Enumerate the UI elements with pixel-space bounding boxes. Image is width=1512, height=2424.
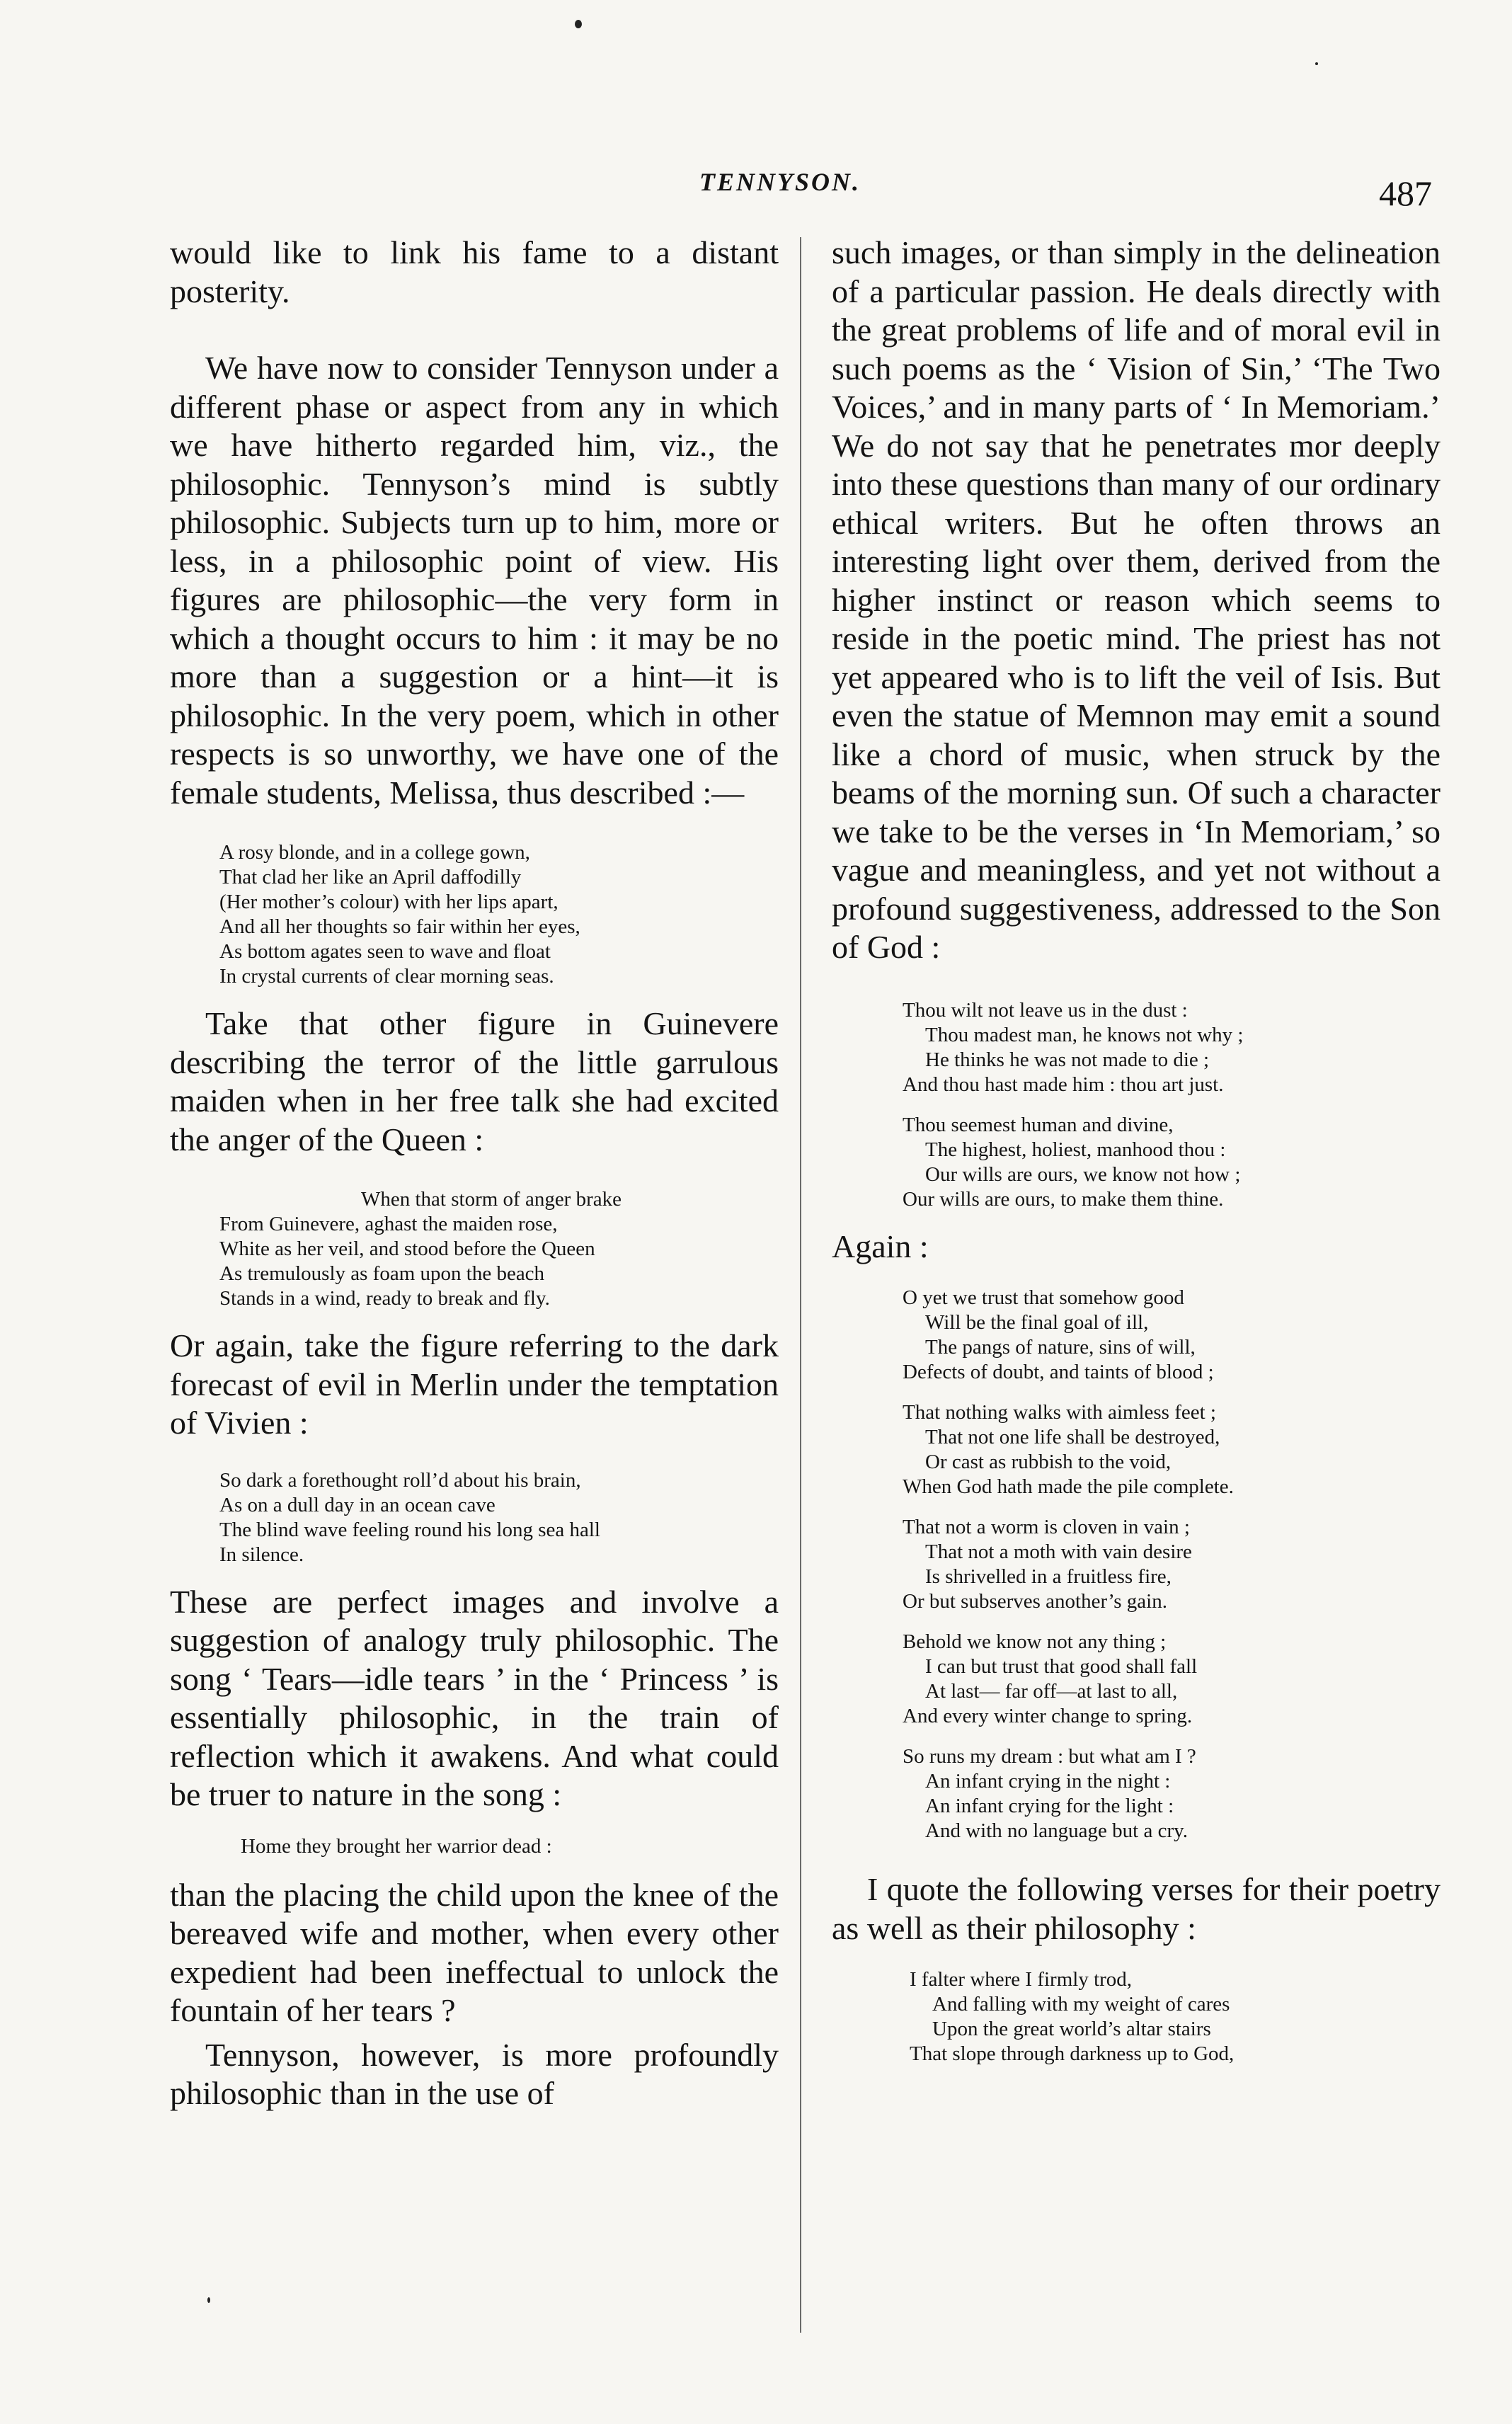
ink-speck	[1315, 62, 1318, 65]
right-column	[832, 234, 1441, 2066]
ink-speck	[575, 20, 582, 28]
verse-block	[903, 1286, 1441, 1843]
verse-block	[219, 840, 779, 989]
verse-line: When God hath made the pile complete.	[903, 1475, 1234, 1498]
verse-line: White as her veil, and stood before the Queen	[219, 1237, 595, 1260]
verse-line: Stands in a wind, ready to break and fly.	[219, 1287, 550, 1310]
verse-line: From Guinevere, aghast the maiden rose,	[219, 1213, 558, 1235]
paragraph: Take that other figure in Guinevere describing the terror of the little garrulous maiden when in her free talk she had excited the anger of the Queen :	[170, 1005, 779, 1157]
verse-line: In crystal currents of clear morning seas.	[219, 965, 554, 988]
verse-line: O yet we trust that somehow good	[903, 1286, 1184, 1309]
verse-line: Our wills are ours, to make them thine.	[903, 1187, 1224, 1211]
verse-line: As tremulously as foam upon the beach	[219, 1262, 545, 1285]
verse-line: The pangs of nature, sins of will,	[925, 1336, 1196, 1359]
stanza	[903, 1286, 1441, 1385]
stanza	[903, 1113, 1441, 1212]
stanza	[903, 1515, 1441, 1614]
verse-line: So runs my dream : but what am I ?	[903, 1745, 1196, 1768]
stanza	[903, 1400, 1441, 1499]
verse-block	[903, 998, 1441, 1212]
verse-line: Our wills are ours, we know not how ;	[925, 1162, 1241, 1186]
paragraph: such images, or than simply in the delineation of a particular passion. He deals directly with the great problems of life and of moral evil in such poems as the ‘ Vision of Sin,’ ‘The Two Voices,’ and in many parts of ‘ In Memoriam.’ We do not say that he penetrates mor deeply into these questions than many of our ordinary ethical writers. But he often throws an interesting light over them, derived from the higher instinct or reason which seems to reside in the poetic mind. The priest has not yet appeared who is to lift the veil of Isis. But even the statue of Memnon may emit a sound like a chord of music, when struck by the beams of the morning sun. Of such a character we take to be the verses in ‘In Memoriam,’ so vague and meaningless, and yet not without a profound suggestiveness, addressed to the Son of God :	[832, 234, 1441, 965]
verse-line: An infant crying for the light :	[925, 1795, 1174, 1817]
verse-line: And thou hast made him : thou art just.	[903, 1073, 1224, 1096]
paragraph: Again :	[832, 1228, 929, 1264]
verse-line: At last— far off—at last to all,	[925, 1680, 1178, 1703]
column-rule	[800, 237, 801, 2333]
verse-line: And all her thoughts so fair within her eyes,	[219, 915, 580, 938]
verse-line: Thou wilt not leave us in the dust :	[903, 998, 1188, 1022]
verse-line: (Her mother’s colour) with her lips apart,	[219, 891, 559, 913]
verse-line: And with no language but a cry.	[925, 1819, 1188, 1842]
verse-line: That not one life shall be destroyed,	[925, 1426, 1220, 1448]
verse-block	[219, 1187, 779, 1311]
verse-line: And falling with my weight of cares	[932, 1993, 1230, 2016]
verse-line: Is shrivelled in a fruitless fire,	[925, 1565, 1172, 1588]
verse-line: And every winter change to spring.	[903, 1705, 1193, 1727]
verse-line: In silence.	[219, 1543, 304, 1566]
verse-line: As on a dull day in an ocean cave	[219, 1493, 496, 1516]
verse-line: He thinks he was not made to die ;	[925, 1048, 1210, 1071]
verse-line: When that storm of anger brake	[361, 1188, 622, 1211]
stanza	[903, 998, 1441, 1097]
paragraph: Or again, take the figure referring to the dark forecast of evil in Merlin under the temptation of Vivien :	[170, 1327, 779, 1441]
verse-line: Upon the great world’s altar stairs	[932, 2018, 1211, 2040]
paragraph: These are perfect images and involve a suggestion of analogy truly philosophic. The song ‘ Tears—idle tears ’ in the ‘ Princess ’ is essentially philosophic, in the train of reflection which it awakens. And what could be truer to nature in the song :	[170, 1583, 779, 1812]
verse-line: Or cast as rubbish to the void,	[925, 1451, 1172, 1473]
verse-block	[241, 1834, 779, 1859]
verse-block	[219, 1468, 779, 1567]
verse-line: Home they brought her warrior dead :	[241, 1834, 552, 1858]
stanza	[903, 1744, 1441, 1843]
verse-line: Thou seemest human and divine,	[903, 1113, 1174, 1136]
paragraph: would like to link his fame to a distant posterity.	[170, 234, 779, 309]
verse-line: That slope through darkness up to God,	[910, 2042, 1235, 2065]
verse-line: I falter where I firmly trod,	[910, 1968, 1133, 1991]
paragraph: We have now to consider Tennyson under a different phase or aspect from any in which we have hitherto regarded him, viz., the philosophic. Tennyson’s mind is subtly philosophic. Subjects turn up to him, more or less, in a philosophic point of view. His figures are philosophic—the very form in which a thought occurs to him : it may be no more than a suggestion or a hint—it is philosophic. In the very poem, which in other respects is so unworthy, we have one of the female students, Melissa, thus described :—	[170, 350, 779, 811]
ink-speck	[207, 2297, 210, 2303]
left-column	[170, 234, 779, 2113]
verse-line: That nothing walks with aimless feet ;	[903, 1401, 1216, 1424]
verse-line: As bottom agates seen to wave and float	[219, 940, 551, 963]
verse-line: A rosy blonde, and in a college gown,	[219, 841, 530, 864]
verse-line: So dark a forethought roll’d about his brain,	[219, 1468, 581, 1492]
verse-line: The highest, holiest, manhood thou :	[925, 1138, 1226, 1161]
verse-line: Or but subserves another’s gain.	[903, 1590, 1167, 1613]
paragraph: I quote the following verses for their poetry as well as their philosophy :	[832, 1871, 1441, 1946]
verse-line: That clad her like an April daffodilly	[219, 866, 522, 888]
stanza	[903, 1630, 1441, 1729]
verse-line: That not a worm is cloven in vain ;	[903, 1516, 1190, 1538]
verse-line: Behold we know not any thing ;	[903, 1630, 1167, 1653]
verse-block	[910, 1967, 1441, 2066]
verse-line: I can but trust that good shall fall	[925, 1655, 1198, 1678]
paragraph: Tennyson, however, is more profoundly philosophic than in the use of	[170, 2036, 779, 2111]
verse-line: That not a moth with vain desire	[925, 1540, 1192, 1563]
verse-line: An infant crying in the night :	[925, 1770, 1171, 1793]
verse-line: Thou madest man, he knows not why ;	[925, 1023, 1244, 1046]
paragraph: than the placing the child upon the knee of the bereaved wife and mother, when every other expedient had been ineffectual to unlock the fountain of her tears ?	[170, 1876, 779, 2028]
verse-line: The blind wave feeling round his long sea hall	[219, 1518, 600, 1541]
running-head: TENNYSON.	[699, 168, 861, 196]
verse-line: Defects of doubt, and taints of blood ;	[903, 1361, 1214, 1383]
verse-line: Will be the final goal of ill,	[925, 1311, 1149, 1334]
page-number: 487	[1379, 173, 1432, 213]
